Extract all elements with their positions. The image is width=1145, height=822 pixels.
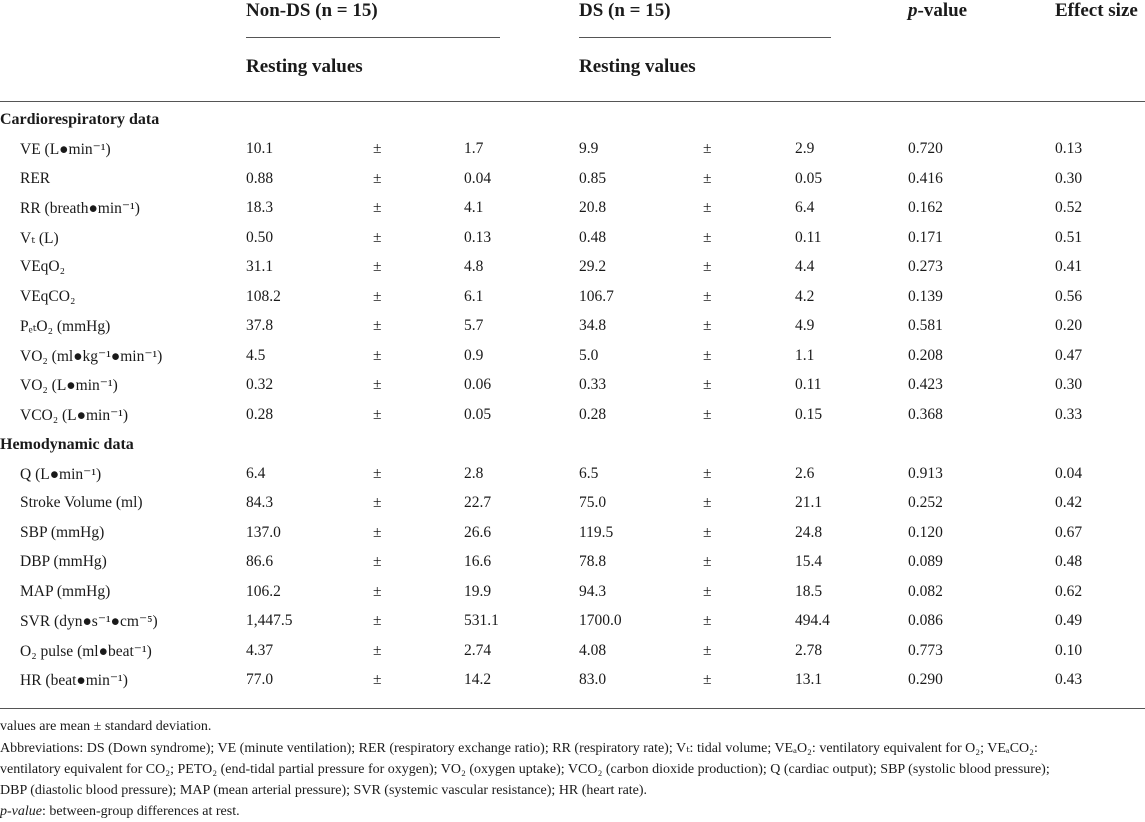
- cell-sd2: 4.9: [795, 317, 815, 334]
- cell-pm2: ±: [703, 642, 712, 659]
- row-label: SBP (mmHg): [20, 524, 105, 541]
- cell-sd1: 0.05: [464, 406, 492, 423]
- cell-sd2: 0.11: [795, 376, 822, 393]
- cell-es: 0.30: [1055, 170, 1083, 187]
- cell-es: 0.33: [1055, 406, 1083, 423]
- cell-p: 0.720: [908, 140, 943, 157]
- header-underline-nonds: [246, 37, 500, 38]
- cell-sd1: 0.04: [464, 170, 492, 187]
- header-underline-ds: [579, 37, 831, 38]
- footnote-pvalue: [0, 801, 240, 822]
- row-label: VEqCO₂: [20, 288, 76, 305]
- column-header-pvalue: [908, 0, 967, 22]
- cell-sd1: 26.6: [464, 524, 492, 541]
- cell-m1: 137.0: [246, 524, 281, 541]
- cell-m2: 0.28: [579, 406, 607, 423]
- cell-p: 0.913: [908, 465, 943, 482]
- cell-pm2: ±: [703, 199, 712, 216]
- cell-pm2: ±: [703, 347, 712, 364]
- cell-sd1: 22.7: [464, 494, 492, 511]
- column-header-ds: DS (n = 15): [579, 0, 671, 21]
- row-label: RER: [20, 170, 51, 187]
- cell-m1: 18.3: [246, 199, 274, 216]
- header-bottom-rule: [0, 101, 1145, 102]
- cell-m2: 83.0: [579, 671, 607, 688]
- cell-m2: 94.3: [579, 583, 607, 600]
- cell-pm1: ±: [373, 583, 382, 600]
- column-header-nonds: Non-DS (n = 15): [246, 0, 378, 21]
- cell-m1: 0.28: [246, 406, 274, 423]
- cell-pm2: ±: [703, 376, 712, 393]
- row-label: VO₂ (ml●kg⁻¹●min⁻¹): [20, 348, 163, 365]
- cell-es: 0.56: [1055, 288, 1083, 305]
- row-label: DBP (mmHg): [20, 553, 107, 570]
- cell-m1: 37.8: [246, 317, 274, 334]
- cell-es: 0.67: [1055, 524, 1083, 541]
- cell-pm1: ±: [373, 406, 382, 423]
- cell-sd1: 531.1: [464, 612, 499, 629]
- cell-p: 0.086: [908, 612, 943, 629]
- column-header-effect-size: Effect size: [1055, 0, 1138, 21]
- cell-sd1: 5.7: [464, 317, 484, 334]
- cell-pm1: ±: [373, 671, 382, 688]
- cell-sd2: 2.9: [795, 140, 815, 157]
- cell-es: 0.43: [1055, 671, 1083, 688]
- cell-m2: 78.8: [579, 553, 607, 570]
- cell-m1: 0.50: [246, 229, 274, 246]
- cell-pm1: ±: [373, 494, 382, 511]
- cell-sd1: 4.8: [464, 258, 484, 275]
- cell-m2: 0.48: [579, 229, 607, 246]
- cell-m1: 77.0: [246, 671, 274, 688]
- cell-sd1: 0.13: [464, 229, 492, 246]
- cell-p: 0.368: [908, 406, 943, 423]
- row-label: Q (L●min⁻¹): [20, 466, 102, 483]
- cell-m1: 4.37: [246, 642, 274, 659]
- cell-pm2: ±: [703, 406, 712, 423]
- cell-sd1: 0.06: [464, 376, 492, 393]
- cell-p: 0.120: [908, 524, 943, 541]
- row-label: RR (breath●min⁻¹): [20, 200, 140, 217]
- row-label: VCO₂ (L●min⁻¹): [20, 407, 129, 424]
- cell-pm1: ±: [373, 140, 382, 157]
- cell-p: 0.416: [908, 170, 943, 187]
- cell-pm1: ±: [373, 612, 382, 629]
- table-bottom-rule: [0, 708, 1145, 709]
- cell-sd1: 1.7: [464, 140, 484, 157]
- cell-pm2: ±: [703, 612, 712, 629]
- cell-m1: 4.5: [246, 347, 266, 364]
- cell-sd1: 19.9: [464, 583, 492, 600]
- cell-m1: 31.1: [246, 258, 274, 275]
- cell-m2: 75.0: [579, 494, 607, 511]
- row-label: Stroke Volume (ml): [20, 494, 143, 511]
- cell-pm2: ±: [703, 229, 712, 246]
- footnote-pvalue-rest: : between-group differences at rest.: [41, 804, 240, 819]
- cell-pm1: ±: [373, 376, 382, 393]
- cell-sd2: 2.6: [795, 465, 815, 482]
- cell-m2: 119.5: [579, 524, 614, 541]
- cell-sd2: 0.11: [795, 229, 822, 246]
- cell-p: 0.208: [908, 347, 943, 364]
- cell-m1: 0.32: [246, 376, 274, 393]
- cell-m1: 106.2: [246, 583, 281, 600]
- cell-p: 0.773: [908, 642, 943, 659]
- cell-es: 0.41: [1055, 258, 1083, 275]
- cell-m1: 84.3: [246, 494, 274, 511]
- cell-pm1: ±: [373, 170, 382, 187]
- cell-p: 0.082: [908, 583, 943, 600]
- row-label: VEqO₂: [20, 258, 66, 275]
- cell-sd2: 13.1: [795, 671, 823, 688]
- cell-p: 0.171: [908, 229, 943, 246]
- row-label: PₑₜO₂ (mmHg): [20, 318, 111, 335]
- cell-m2: 29.2: [579, 258, 607, 275]
- cell-pm1: ±: [373, 317, 382, 334]
- footnote-abbreviations-line-2: ventilatory equivalent for CO₂; PETO₂ (end-tidal partial pressure for oxygen); VO₂ (oxygen uptake); VCO₂ (carbon dioxide production); Q (cardiac output); SBP (systolic blood pressure);: [0, 762, 1050, 777]
- cell-sd2: 4.4: [795, 258, 815, 275]
- footnote-abbreviations-line-3: DBP (diastolic blood pressure); MAP (mean arterial pressure); SVR (systemic vascular resistance); HR (heart rate).: [0, 783, 648, 798]
- section-title: Hemodynamic data: [0, 436, 134, 453]
- cell-m2: 0.85: [579, 170, 607, 187]
- cell-pm2: ±: [703, 494, 712, 511]
- cell-m1: 86.6: [246, 553, 274, 570]
- footnote-values: values are mean ± standard deviation.: [0, 719, 212, 734]
- cell-sd2: 24.8: [795, 524, 823, 541]
- cell-sd2: 4.2: [795, 288, 815, 305]
- cell-pm2: ±: [703, 524, 712, 541]
- cell-m2: 1700.0: [579, 612, 622, 629]
- cell-es: 0.49: [1055, 612, 1083, 629]
- footnote-pvalue-italic: p-value: [0, 804, 42, 819]
- row-label: SVR (dyn●s⁻¹●cm⁻⁵): [20, 613, 158, 630]
- cell-pm2: ±: [703, 258, 712, 275]
- cell-es: 0.30: [1055, 376, 1083, 393]
- cell-sd1: 2.8: [464, 465, 484, 482]
- cell-m1: 0.88: [246, 170, 274, 187]
- row-label: MAP (mmHg): [20, 583, 111, 600]
- row-label: O₂ pulse (ml●beat⁻¹): [20, 643, 152, 660]
- cell-m1: 10.1: [246, 140, 274, 157]
- cell-p: 0.273: [908, 258, 943, 275]
- cell-sd1: 16.6: [464, 553, 492, 570]
- cell-p: 0.581: [908, 317, 943, 334]
- cell-es: 0.62: [1055, 583, 1083, 600]
- cell-es: 0.52: [1055, 199, 1083, 216]
- cell-m2: 34.8: [579, 317, 607, 334]
- cell-es: 0.47: [1055, 347, 1083, 364]
- cell-p: 0.139: [908, 288, 943, 305]
- cell-sd1: 2.74: [464, 642, 492, 659]
- row-label: Vₜ (L): [20, 230, 59, 247]
- cell-es: 0.04: [1055, 465, 1083, 482]
- cell-m1: 108.2: [246, 288, 281, 305]
- pvalue-rest: -value: [917, 0, 968, 21]
- cell-m1: 1,447.5: [246, 612, 293, 629]
- subheader-ds: Resting values: [579, 56, 696, 77]
- cell-pm1: ±: [373, 199, 382, 216]
- cell-m2: 4.08: [579, 642, 607, 659]
- cell-pm2: ±: [703, 465, 712, 482]
- cell-pm1: ±: [373, 258, 382, 275]
- cell-sd1: 14.2: [464, 671, 492, 688]
- cell-pm2: ±: [703, 583, 712, 600]
- subheader-nonds: Resting values: [246, 56, 363, 77]
- section-title: Cardiorespiratory data: [0, 111, 160, 128]
- cell-p: 0.089: [908, 553, 943, 570]
- cell-sd2: 18.5: [795, 583, 823, 600]
- cell-sd2: 0.05: [795, 170, 823, 187]
- cell-pm2: ±: [703, 317, 712, 334]
- cell-pm2: ±: [703, 140, 712, 157]
- cell-pm2: ±: [703, 288, 712, 305]
- cell-es: 0.20: [1055, 317, 1083, 334]
- cell-p: 0.423: [908, 376, 943, 393]
- cell-m2: 5.0: [579, 347, 599, 364]
- cell-pm1: ±: [373, 642, 382, 659]
- cell-pm1: ±: [373, 229, 382, 246]
- cell-sd2: 1.1: [795, 347, 815, 364]
- cell-m1: 6.4: [246, 465, 266, 482]
- cell-sd2: 2.78: [795, 642, 823, 659]
- cell-es: 0.51: [1055, 229, 1083, 246]
- cell-p: 0.252: [908, 494, 943, 511]
- cell-m2: 6.5: [579, 465, 599, 482]
- cell-sd1: 6.1: [464, 288, 484, 305]
- footnote-abbreviations-line-1: Abbreviations: DS (Down syndrome); VE (minute ventilation); RER (respiratory exchange ratio); RR (respiratory rate); Vₜ: tidal volume; VEₐO₂: ventilatory equivalent for O₂; VEₐCO₂:: [0, 741, 1038, 756]
- cell-sd2: 21.1: [795, 494, 823, 511]
- row-label: VE (L●min⁻¹): [20, 141, 111, 158]
- cell-pm1: ±: [373, 553, 382, 570]
- cell-es: 0.48: [1055, 553, 1083, 570]
- cell-pm1: ±: [373, 288, 382, 305]
- cell-sd1: 0.9: [464, 347, 484, 364]
- cell-pm2: ±: [703, 553, 712, 570]
- cell-pm2: ±: [703, 170, 712, 187]
- cell-p: 0.290: [908, 671, 943, 688]
- cell-sd1: 4.1: [464, 199, 484, 216]
- cell-sd2: 494.4: [795, 612, 830, 629]
- cell-sd2: 15.4: [795, 553, 823, 570]
- cell-sd2: 6.4: [795, 199, 815, 216]
- cell-pm1: ±: [373, 465, 382, 482]
- cell-es: 0.42: [1055, 494, 1083, 511]
- cell-m2: 106.7: [579, 288, 614, 305]
- pvalue-italic: p: [908, 0, 918, 21]
- cell-m2: 9.9: [579, 140, 599, 157]
- cell-es: 0.10: [1055, 642, 1083, 659]
- cell-pm1: ±: [373, 347, 382, 364]
- cell-pm1: ±: [373, 524, 382, 541]
- cell-m2: 20.8: [579, 199, 607, 216]
- cell-p: 0.162: [908, 199, 943, 216]
- cell-es: 0.13: [1055, 140, 1083, 157]
- cell-m2: 0.33: [579, 376, 607, 393]
- cell-pm2: ±: [703, 671, 712, 688]
- cell-sd2: 0.15: [795, 406, 823, 423]
- row-label: VO₂ (L●min⁻¹): [20, 377, 118, 394]
- row-label: HR (beat●min⁻¹): [20, 672, 128, 689]
